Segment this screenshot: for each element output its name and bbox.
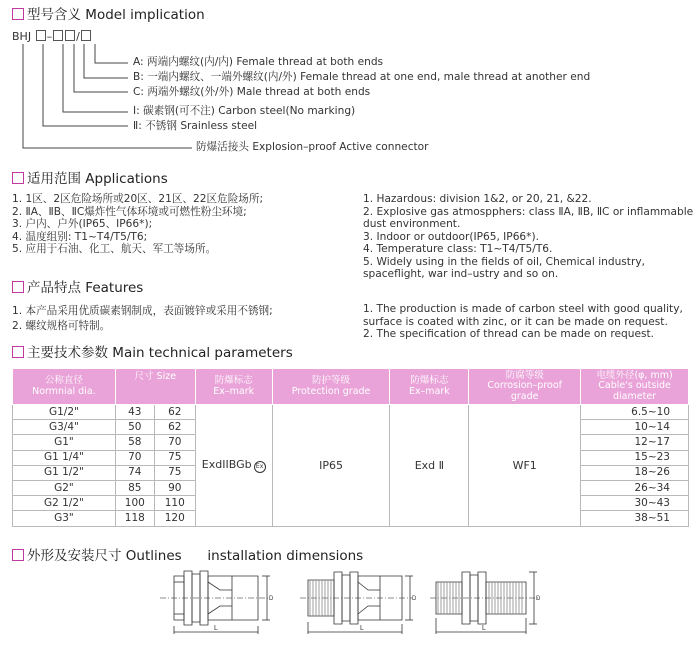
- cell-cable: 15~23: [581, 450, 689, 465]
- cell-size-l: 90: [154, 480, 195, 495]
- cell-size-d: 118: [115, 511, 154, 526]
- model-label-a: A: 两端内螺纹(内/内) Female thread at both ends: [133, 56, 384, 68]
- cell-cable: 10~14: [581, 420, 689, 435]
- cell-size-l: 70: [154, 435, 195, 450]
- cell-corrosion: WF1: [469, 405, 581, 527]
- cell-size-d: 100: [115, 496, 154, 511]
- section-square-icon: [12, 346, 24, 358]
- list-item: 3. Indoor or outdoor(IP65, IP66*).: [363, 230, 539, 243]
- model-label-carbon: Ⅰ: 碳素钢(可不注) Carbon steel(No marking): [133, 105, 356, 117]
- model-label-stainless: Ⅱ: 不锈钢 Srainless steel: [133, 120, 258, 132]
- list-item: 1. Hazardous: division 1&2, or 20, 21, &22.: [363, 193, 592, 205]
- header-exmark-2: 防爆标志 Ex–mark: [390, 369, 469, 405]
- dim-d-label: D: [412, 596, 417, 602]
- cell-nominal: G1/2": [13, 405, 116, 420]
- cell-size-l: 120: [154, 511, 195, 526]
- cell-size-d: 70: [115, 450, 154, 465]
- cell-size-d: 43: [115, 405, 154, 420]
- model-section-title: 型号含义 Model implication: [12, 3, 205, 23]
- cell-nominal: G2 1/2": [13, 496, 116, 511]
- header-corrosion: 防腐等级 Corrosion–proof grade: [469, 369, 581, 405]
- model-code-prefix: BHJ: [12, 30, 32, 43]
- features-cn-list: [12, 305, 352, 332]
- cell-cable: 12~17: [581, 435, 689, 450]
- model-label-b: B: 一端内螺纹、一端外螺纹(内/外) Female thread at one end, male thread at another end: [133, 71, 591, 83]
- cell-size-l: 62: [154, 405, 195, 420]
- header-exmark: 防爆标志 Ex–mark: [195, 369, 272, 405]
- cell-protection: IP65: [272, 405, 390, 527]
- features-en-list: [363, 303, 698, 341]
- applications-section-title: 适用范围 Applications: [12, 167, 168, 187]
- section-square-icon: [12, 549, 24, 561]
- list-item: 3. 户内、户外(IP65、IP66*);: [12, 218, 153, 230]
- dim-d-label: D: [536, 596, 541, 602]
- cell-cable: 6.5~10: [581, 405, 689, 420]
- list-item: 1. The production is made of carbon steel with good quality, surface is coated with zinc, or it can be made on request.: [363, 303, 683, 328]
- section-square-icon: [12, 281, 24, 293]
- cell-size-l: 75: [154, 465, 195, 480]
- cell-nominal: G2": [13, 480, 116, 495]
- ex-logo-icon: Ex: [254, 461, 266, 473]
- header-cable: 电缆外径(φ, mm) Cable's outside diameter: [581, 369, 689, 405]
- model-code: BHJ – /: [12, 30, 92, 43]
- dim-l-label: L: [482, 625, 486, 632]
- cell-size-d: 74: [115, 465, 154, 480]
- list-item: 2. 螺纹规格可特制。: [12, 319, 111, 332]
- cell-cable: 18~26: [581, 465, 689, 480]
- model-label-c: C: 两端外螺纹(外/外) Male thread at both ends: [133, 86, 371, 98]
- cell-cable: 30~43: [581, 496, 689, 511]
- applications-en-list: [363, 193, 698, 281]
- cell-size-l: 110: [154, 496, 195, 511]
- model-label-connector: 防爆活接头 Explosion–proof Active connector: [196, 141, 429, 153]
- technical-section-title: 主要技术参数 Main technical parameters: [12, 341, 293, 361]
- list-item: 4. 温度组别: T1~T4/T5/T6;: [12, 230, 148, 243]
- list-item: 1. 1区、2区危险场所或20区、21区、22区危险场所;: [12, 193, 264, 205]
- header-protection: 防护等级 Protection grade: [272, 369, 390, 405]
- header-nominal: 公称直径 Normnial dia.: [13, 369, 116, 405]
- cell-size-d: 58: [115, 435, 154, 450]
- outlines-section-title: 外形及安装尺寸 Outlines installation dimensions: [12, 544, 363, 564]
- outline-drawing-b: [300, 568, 425, 640]
- applications-cn-list: [12, 193, 352, 256]
- dim-d-label: D: [269, 596, 274, 602]
- cell-cable: 38~51: [581, 511, 689, 526]
- cell-nominal: G1": [13, 435, 116, 450]
- list-item: 2. Explosive gas atmospphers: class ⅡA, ⅡB, ⅡC or inflammable dust environment.: [363, 205, 694, 230]
- list-item: 2. The specification of thread can be made on request.: [363, 328, 655, 340]
- cell-size-d: 85: [115, 480, 154, 495]
- technical-table: [12, 368, 689, 527]
- features-section-title: 产品特点 Features: [12, 276, 143, 296]
- cell-exmark: ExdIIBGb Ex: [195, 405, 272, 527]
- table-row: [13, 405, 689, 420]
- list-item: 1. 本产品采用优质碳素钢制成，表面镀锌或采用不锈钢;: [12, 305, 273, 317]
- list-item: 5. 应用于石油、化工、航天、军工等场所。: [12, 243, 217, 255]
- outline-drawing-a: [160, 568, 280, 640]
- table-header-row: [13, 369, 689, 405]
- header-size: 尺寸 Size: [115, 369, 195, 405]
- cell-nominal: G3/4": [13, 420, 116, 435]
- cell-nominal: G1 1/2": [13, 465, 116, 480]
- list-item: 4. Temperature class: T1~T4/T5/T6.: [363, 243, 553, 255]
- cell-cable: 26~34: [581, 480, 689, 495]
- list-item: 5. Widely using in the fields of oil, Chemical industry, spaceflight, war ind–ustry and so on.: [363, 255, 645, 280]
- cell-nominal: G1 1/4": [13, 450, 116, 465]
- cell-size-l: 75: [154, 450, 195, 465]
- list-item: 2. ⅡA、ⅡB、ⅡC爆炸性气体环境或可燃性粉尘环境;: [12, 205, 247, 218]
- outline-drawing-c: [430, 568, 555, 640]
- cell-nominal: G3": [13, 511, 116, 526]
- section-square-icon: [12, 172, 24, 184]
- dim-l-label: L: [214, 625, 218, 632]
- cell-size-l: 62: [154, 420, 195, 435]
- cell-size-d: 50: [115, 420, 154, 435]
- cell-exmark-2: Exd Ⅱ: [390, 405, 469, 527]
- dim-l-label: L: [360, 625, 364, 632]
